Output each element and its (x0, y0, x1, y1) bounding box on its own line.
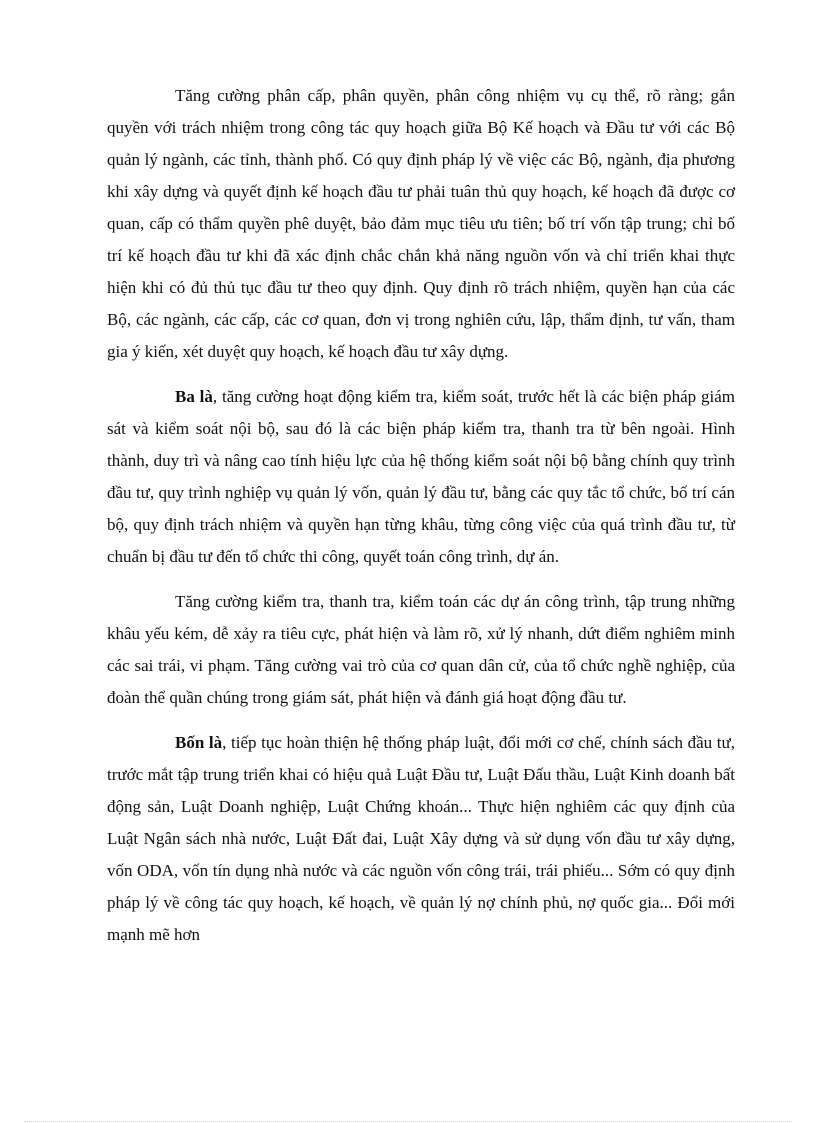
paragraph-lead: Ba là (175, 387, 213, 406)
paragraph-decentralization (107, 80, 735, 368)
document-body (107, 80, 735, 964)
paragraph-fourth-point (107, 727, 735, 951)
paragraph-text: Tăng cường phân cấp, phân quyền, phân công nhiệm vụ cụ thể, rõ ràng; gắn quyền với trách nhiệm trong công tác quy hoạch giữa Bộ Kế hoạch và Đầu tư với các Bộ quản lý ngành, các tỉnh, thành phố. Có quy định pháp lý về việc các Bộ, ngành, địa phương khi xây dựng và quyết định kế hoạch đầu tư phải tuân thủ quy hoạch, kế hoạch đã được cơ quan, cấp có thẩm quyền phê duyệt, bảo đảm mục tiêu ưu tiên; bố trí vốn tập trung; chỉ bố trí kế hoạch đầu tư khi đã xác định chắc chắn khả năng nguồn vốn và chỉ triển khai thực hiện khi có đủ thủ tục đầu tư theo quy định. Quy định rõ trách nhiệm, quyền hạn của các Bộ, các ngành, các cấp, các cơ quan, đơn vị trong nghiên cứu, lập, thẩm định, tư vấn, tham gia ý kiến, xét duyệt quy hoạch, kế hoạch đầu tư xây dựng. (107, 86, 735, 361)
paragraph-inspection (107, 586, 735, 714)
paragraph-third-point (107, 381, 735, 573)
paragraph-lead: Bốn là (175, 733, 223, 752)
paragraph-text: Tăng cường kiểm tra, thanh tra, kiểm toán các dự án công trình, tập trung những khâu yếu kém, dễ xảy ra tiêu cực, phát hiện và làm rõ, xử lý nhanh, dứt điểm nghiêm minh các sai trái, vi phạm. Tăng cường vai trò của cơ quan dân cử, của tổ chức nghề nghiệp, của đoàn thể quần chúng trong giám sát, phát hiện và đánh giá hoạt động đầu tư. (107, 592, 735, 707)
paragraph-text: , tiếp tục hoàn thiện hệ thống pháp luật, đổi mới cơ chế, chính sách đầu tư, trước mắt tập trung triển khai có hiệu quả Luật Đầu tư, Luật Đấu thầu, Luật Kinh doanh bất động sản, Luật Doanh nghiệp, Luật Chứng khoán... Thực hiện nghiêm các quy định của Luật Ngân sách nhà nước, Luật Đất đai, Luật Xây dựng và sử dụng vốn đầu tư xây dựng, vốn ODA, vốn tín dụng nhà nước và các nguồn vốn công trái, trái phiếu... Sớm có quy định pháp lý về công tác quy hoạch, kế hoạch, về quản lý nợ chính phủ, nợ quốc gia... Đổi mới mạnh mẽ hơn (107, 733, 735, 944)
paragraph-text: , tăng cường hoạt động kiểm tra, kiểm soát, trước hết là các biện pháp giám sát và kiểm soát nội bộ, sau đó là các biện pháp kiểm tra, thanh tra từ bên ngoài. Hình thành, duy trì và nâng cao tính hiệu lực của hệ thống kiểm soát nội bộ bằng chính quy trình đầu tư, quy trình nghiệp vụ quản lý vốn, quản lý đầu tư, bằng các quy tắc tổ chức, bố trí cán bộ, quy định trách nhiệm và quyền hạn từng khâu, từng công việc của quá trình đầu tư, từ chuẩn bị đầu tư đến tổ chức thi công, quyết toán công trình, dự án. (107, 387, 735, 566)
page-bottom-divider (24, 1121, 792, 1122)
